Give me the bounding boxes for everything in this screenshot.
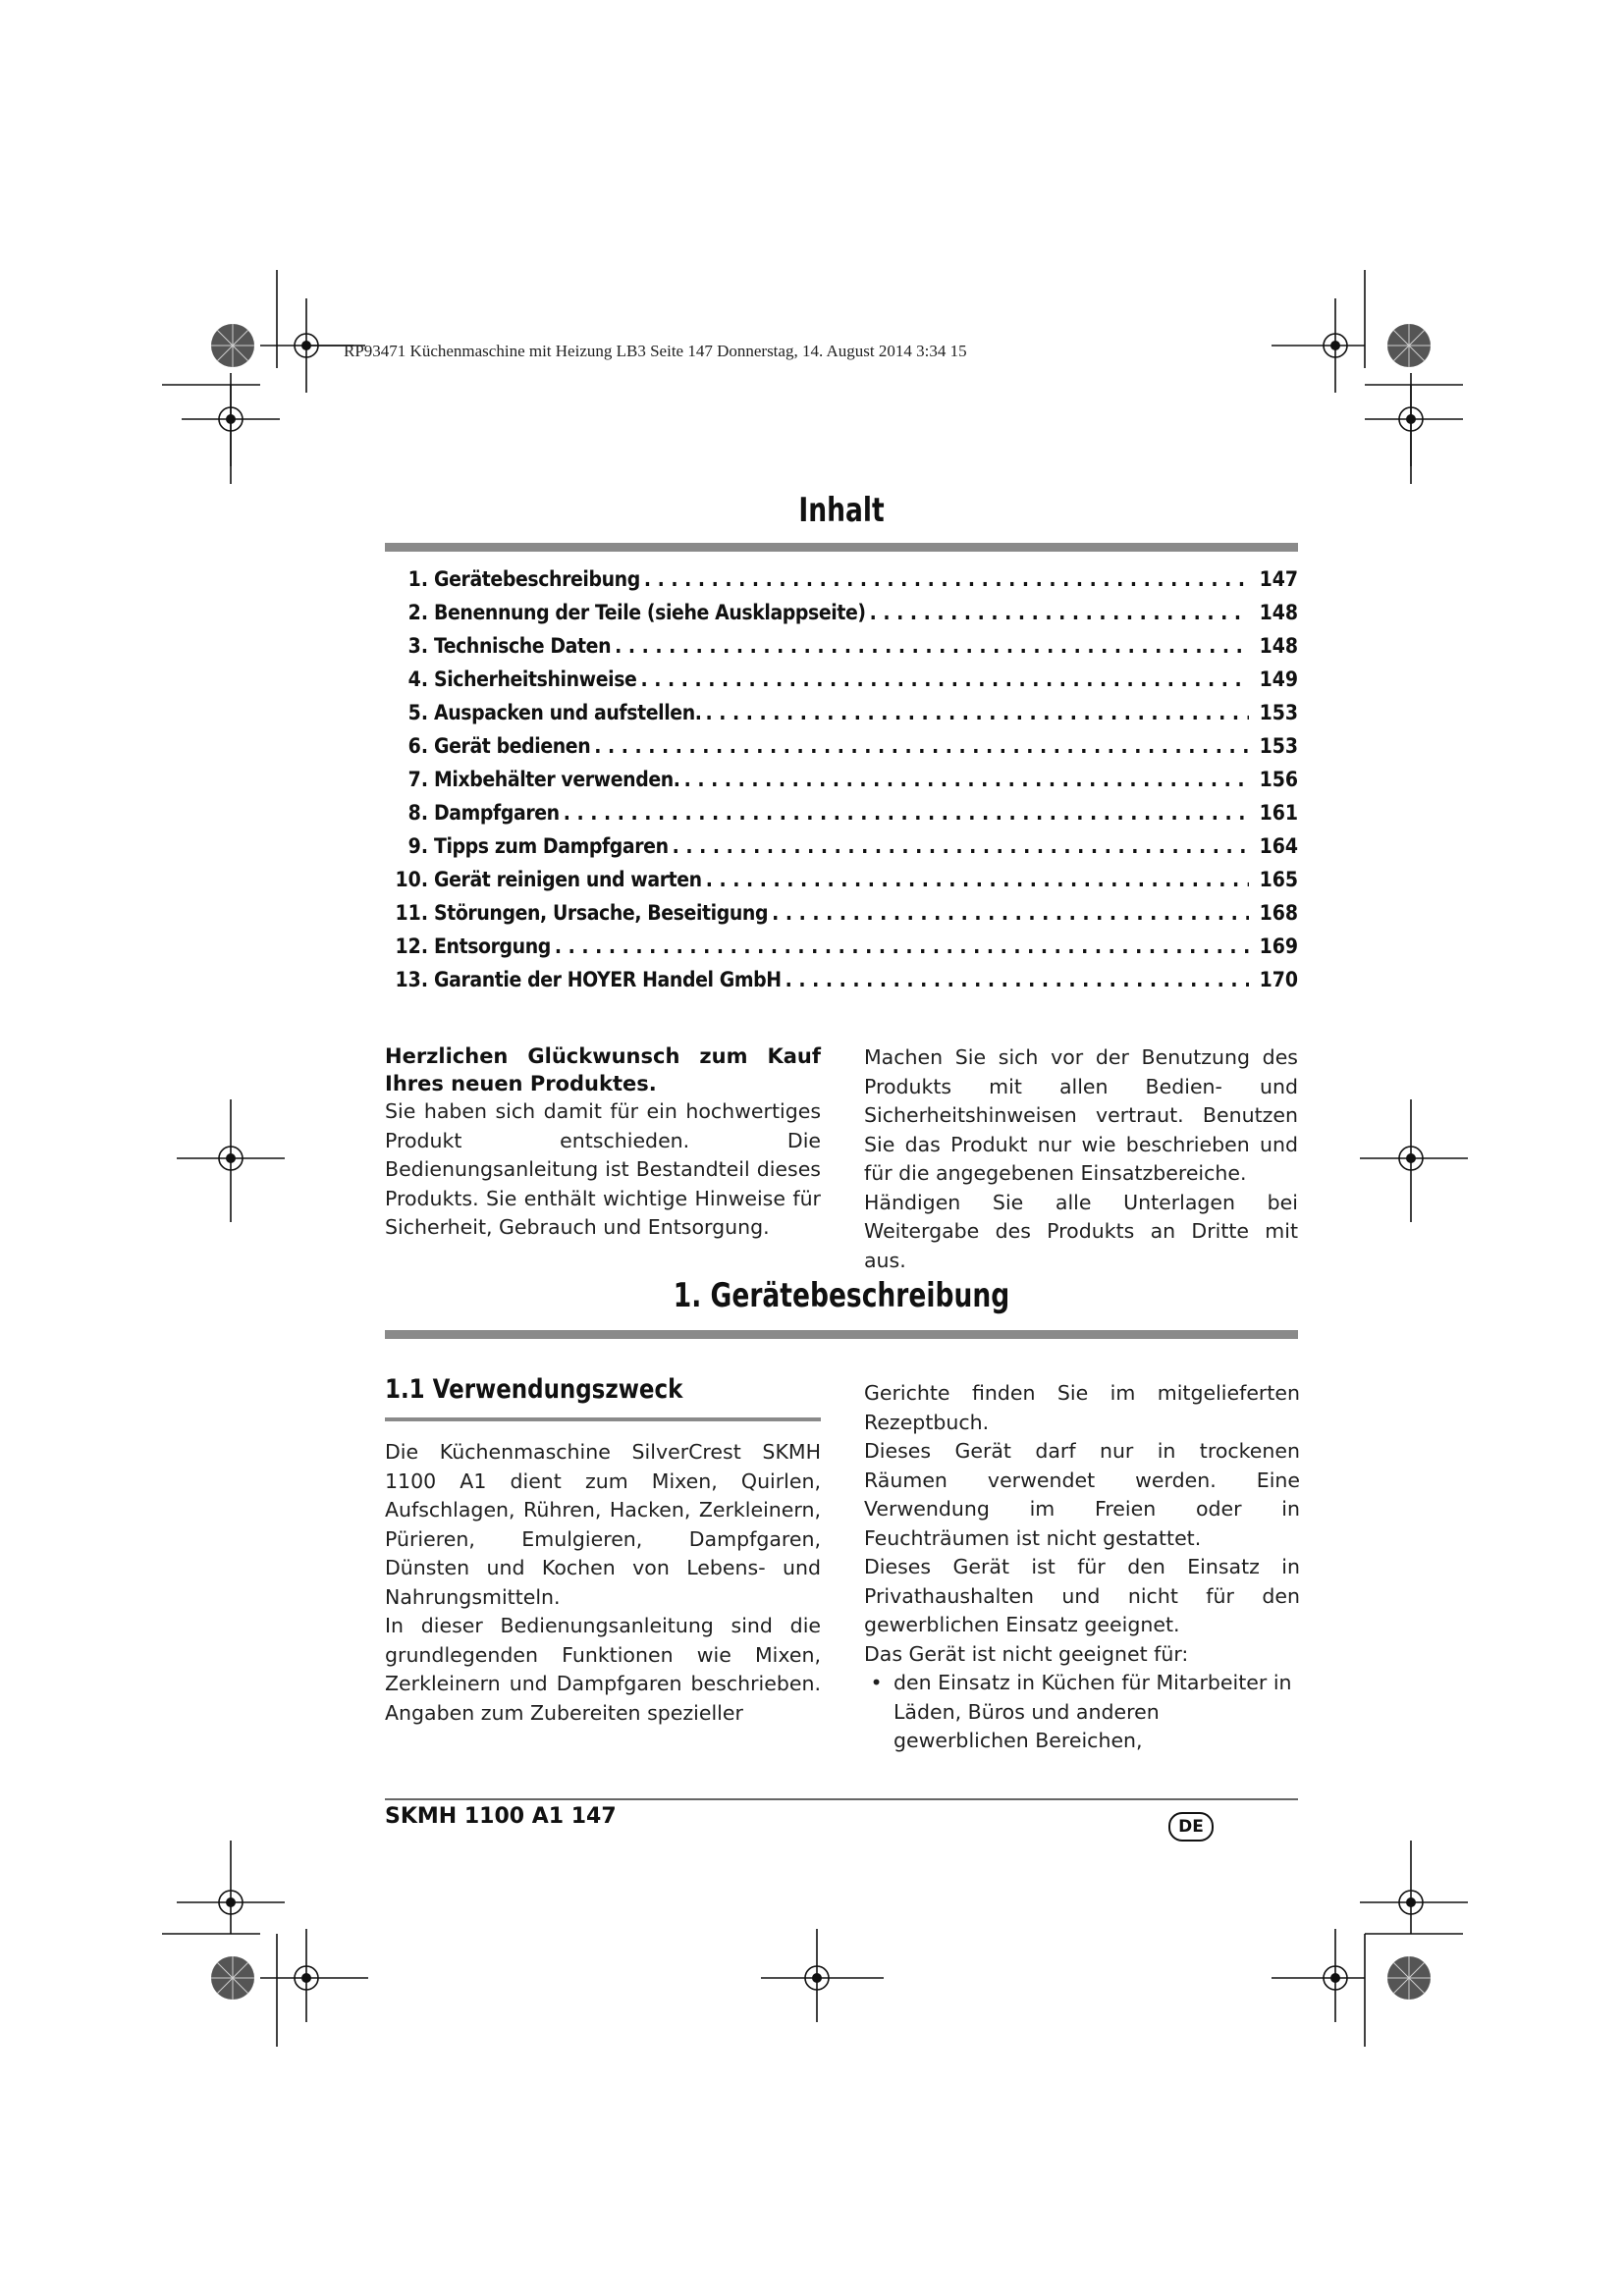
list-item xyxy=(864,1669,1300,1756)
toc-entry xyxy=(385,834,1298,868)
toc-entry xyxy=(385,601,1298,634)
toc-leader-dots xyxy=(564,801,1249,825)
intro-left-column xyxy=(385,1042,821,1243)
toc-entry-page: 156 xyxy=(1259,768,1298,791)
toc-leader-dots xyxy=(615,634,1249,658)
toc-entry-page: 169 xyxy=(1259,934,1298,958)
toc-entry xyxy=(385,634,1298,667)
intro-heading: Herzlichen Glückwunsch zum Kauf Ihres neuen Produktes. xyxy=(385,1044,821,1095)
toc-entry-number: 13. xyxy=(395,968,428,991)
toc-leader-dots xyxy=(555,934,1249,958)
toc-entry-label: Gerät bedienen xyxy=(434,734,591,758)
contents-rule xyxy=(385,543,1298,552)
toc-entry-label: Benennung der Teile (siehe Ausklappseite) xyxy=(434,601,866,624)
toc-entry xyxy=(385,934,1298,968)
toc-entry-page: 148 xyxy=(1259,634,1298,658)
bullet-icon: • xyxy=(864,1671,883,1694)
toc-leader-dots xyxy=(870,601,1249,624)
toc-entry-label: Tipps zum Dampfgaren xyxy=(434,834,669,858)
toc-entry-label: Mixbehälter verwenden. xyxy=(434,768,680,791)
toc-leader-dots xyxy=(594,734,1249,758)
toc-entry-number: 7. xyxy=(407,768,428,791)
toc-entry-number: 9. xyxy=(407,834,428,858)
footer-model-page: SKMH 1100 A1 147 xyxy=(385,1804,617,1829)
toc-entry xyxy=(385,734,1298,768)
section-1-right-paragraph-1: Gerichte finden Sie im mitgelieferten Rezeptbuch. xyxy=(864,1381,1300,1434)
toc-entry-page: 168 xyxy=(1259,901,1298,925)
toc-entry-number: 10. xyxy=(395,868,428,891)
toc-leader-dots xyxy=(706,701,1249,724)
toc-entry-label: Gerät reinigen und warten xyxy=(434,868,702,891)
toc-leader-dots xyxy=(684,768,1249,791)
section-1-left-paragraph-1: Die Küchenmaschine SilverCrest SKMH 1100 A1 dient zum Mixen, Quirlen, Aufschlagen, Rühren, Hacken, Zerkleinern, Pürieren, Emulgieren, Dampfgaren, Dünsten und Kochen von Lebens- und Nahrungsmitteln. xyxy=(385,1440,821,1609)
toc-entry-number: 4. xyxy=(407,667,428,691)
toc-entry xyxy=(385,667,1298,701)
intro-right-column xyxy=(864,1043,1298,1275)
toc-leader-dots xyxy=(673,834,1249,858)
toc-entry-label: Entsorgung xyxy=(434,934,551,958)
toc-entry-number: 6. xyxy=(407,734,428,758)
bullet-text: den Einsatz in Küchen für Mitarbeiter in Läden, Büros und anderen gewerblichen Bereichen, xyxy=(893,1671,1292,1752)
toc-entry-page: 147 xyxy=(1259,567,1298,591)
footer-rule xyxy=(385,1798,1298,1800)
toc-entry-label: Technische Daten xyxy=(434,634,612,658)
intro-right-paragraph-2: Händigen Sie alle Unterlagen bei Weitergabe des Produkts an Dritte mit aus. xyxy=(864,1190,1298,1272)
toc-entry-label: Dampfgaren xyxy=(434,801,560,825)
toc-entry-number: 3. xyxy=(407,634,428,658)
toc-entry-page: 161 xyxy=(1259,801,1298,825)
toc-leader-dots xyxy=(772,901,1249,925)
section-1-right-paragraph-3: Dieses Gerät ist für den Einsatz in Privathaushalten und nicht für den gewerblichen Einsatz geeignet. xyxy=(864,1555,1300,1636)
section-1-right-paragraph-2: Dieses Gerät darf nur in trockenen Räumen verwendet werden. Eine Verwendung im Freien oder in Feuchträumen ist nicht gestattet. xyxy=(864,1439,1300,1550)
language-badge: DE xyxy=(1168,1812,1214,1842)
section-1-right-paragraph-4: Das Gerät ist nicht geeignet für: xyxy=(864,1641,1189,1666)
toc-entry xyxy=(385,801,1298,834)
toc-entry-number: 5. xyxy=(407,701,428,724)
section-1-left-paragraph-2: In dieser Bedienungsanleitung sind die grundlegenden Funktionen wie Mixen, Zerkleinern und Dampfgaren beschrieben. Angaben zum Zubereiten spezieller xyxy=(385,1614,821,1725)
toc-entry-label: Garantie der HOYER Handel GmbH xyxy=(434,968,782,991)
toc-entry-page: 149 xyxy=(1259,667,1298,691)
toc-entry-label: Sicherheitshinweise xyxy=(434,667,637,691)
toc-entry xyxy=(385,567,1298,601)
section-1-title: 1. Gerätebeschreibung xyxy=(673,1276,1010,1315)
toc-entry-number: 12. xyxy=(395,934,428,958)
print-header: RP93471 Küchenmaschine mit Heizung LB3 Seite 147 Donnerstag, 14. August 2014 3:34 15 xyxy=(344,342,967,360)
toc-entry xyxy=(385,701,1298,734)
table-of-contents xyxy=(385,567,1298,1001)
intro-left-text: Sie haben sich damit für ein hochwertiges Produkt entschieden. Die Bedienungsanleitung ist Bestandteil dieses Produkts. Sie enthält wichtige Hinweise für Sicherheit, Gebrauch und Entsorgung. xyxy=(385,1099,821,1239)
toc-entry-page: 148 xyxy=(1259,601,1298,624)
toc-entry-number: 1. xyxy=(407,567,428,591)
toc-entry-number: 8. xyxy=(407,801,428,825)
toc-entry xyxy=(385,968,1298,1001)
subsection-1-1-title: 1.1 Verwendungszweck xyxy=(385,1374,683,1405)
toc-leader-dots xyxy=(644,567,1249,591)
toc-entry-label: Störungen, Ursache, Beseitigung xyxy=(434,901,769,925)
section-1-rule xyxy=(385,1330,1298,1339)
toc-entry-label: Auspacken und aufstellen. xyxy=(434,701,702,724)
toc-leader-dots xyxy=(785,968,1249,991)
toc-entry xyxy=(385,868,1298,901)
toc-leader-dots xyxy=(706,868,1249,891)
toc-entry-page: 164 xyxy=(1259,834,1298,858)
toc-entry-page: 153 xyxy=(1259,734,1298,758)
section-1-right-column xyxy=(864,1379,1300,1756)
toc-entry-number: 11. xyxy=(395,901,428,925)
toc-entry xyxy=(385,768,1298,801)
toc-entry-page: 165 xyxy=(1259,868,1298,891)
toc-leader-dots xyxy=(640,667,1249,691)
section-1-left-column xyxy=(385,1438,821,1728)
toc-entry-page: 170 xyxy=(1259,968,1298,991)
contents-title: Inhalt xyxy=(798,491,885,530)
intro-right-paragraph-1: Machen Sie sich vor der Benutzung des Produkts mit allen Bedien- und Sicherheitshinweisen vertraut. Benutzen Sie das Produkt nur wie beschrieben und für die angegebenen Einsatzbereiche. xyxy=(864,1045,1298,1185)
toc-entry-page: 153 xyxy=(1259,701,1298,724)
toc-entry xyxy=(385,901,1298,934)
toc-entry-label: Gerätebeschreibung xyxy=(434,567,640,591)
toc-entry-number: 2. xyxy=(407,601,428,624)
subsection-1-1-rule xyxy=(385,1417,821,1421)
